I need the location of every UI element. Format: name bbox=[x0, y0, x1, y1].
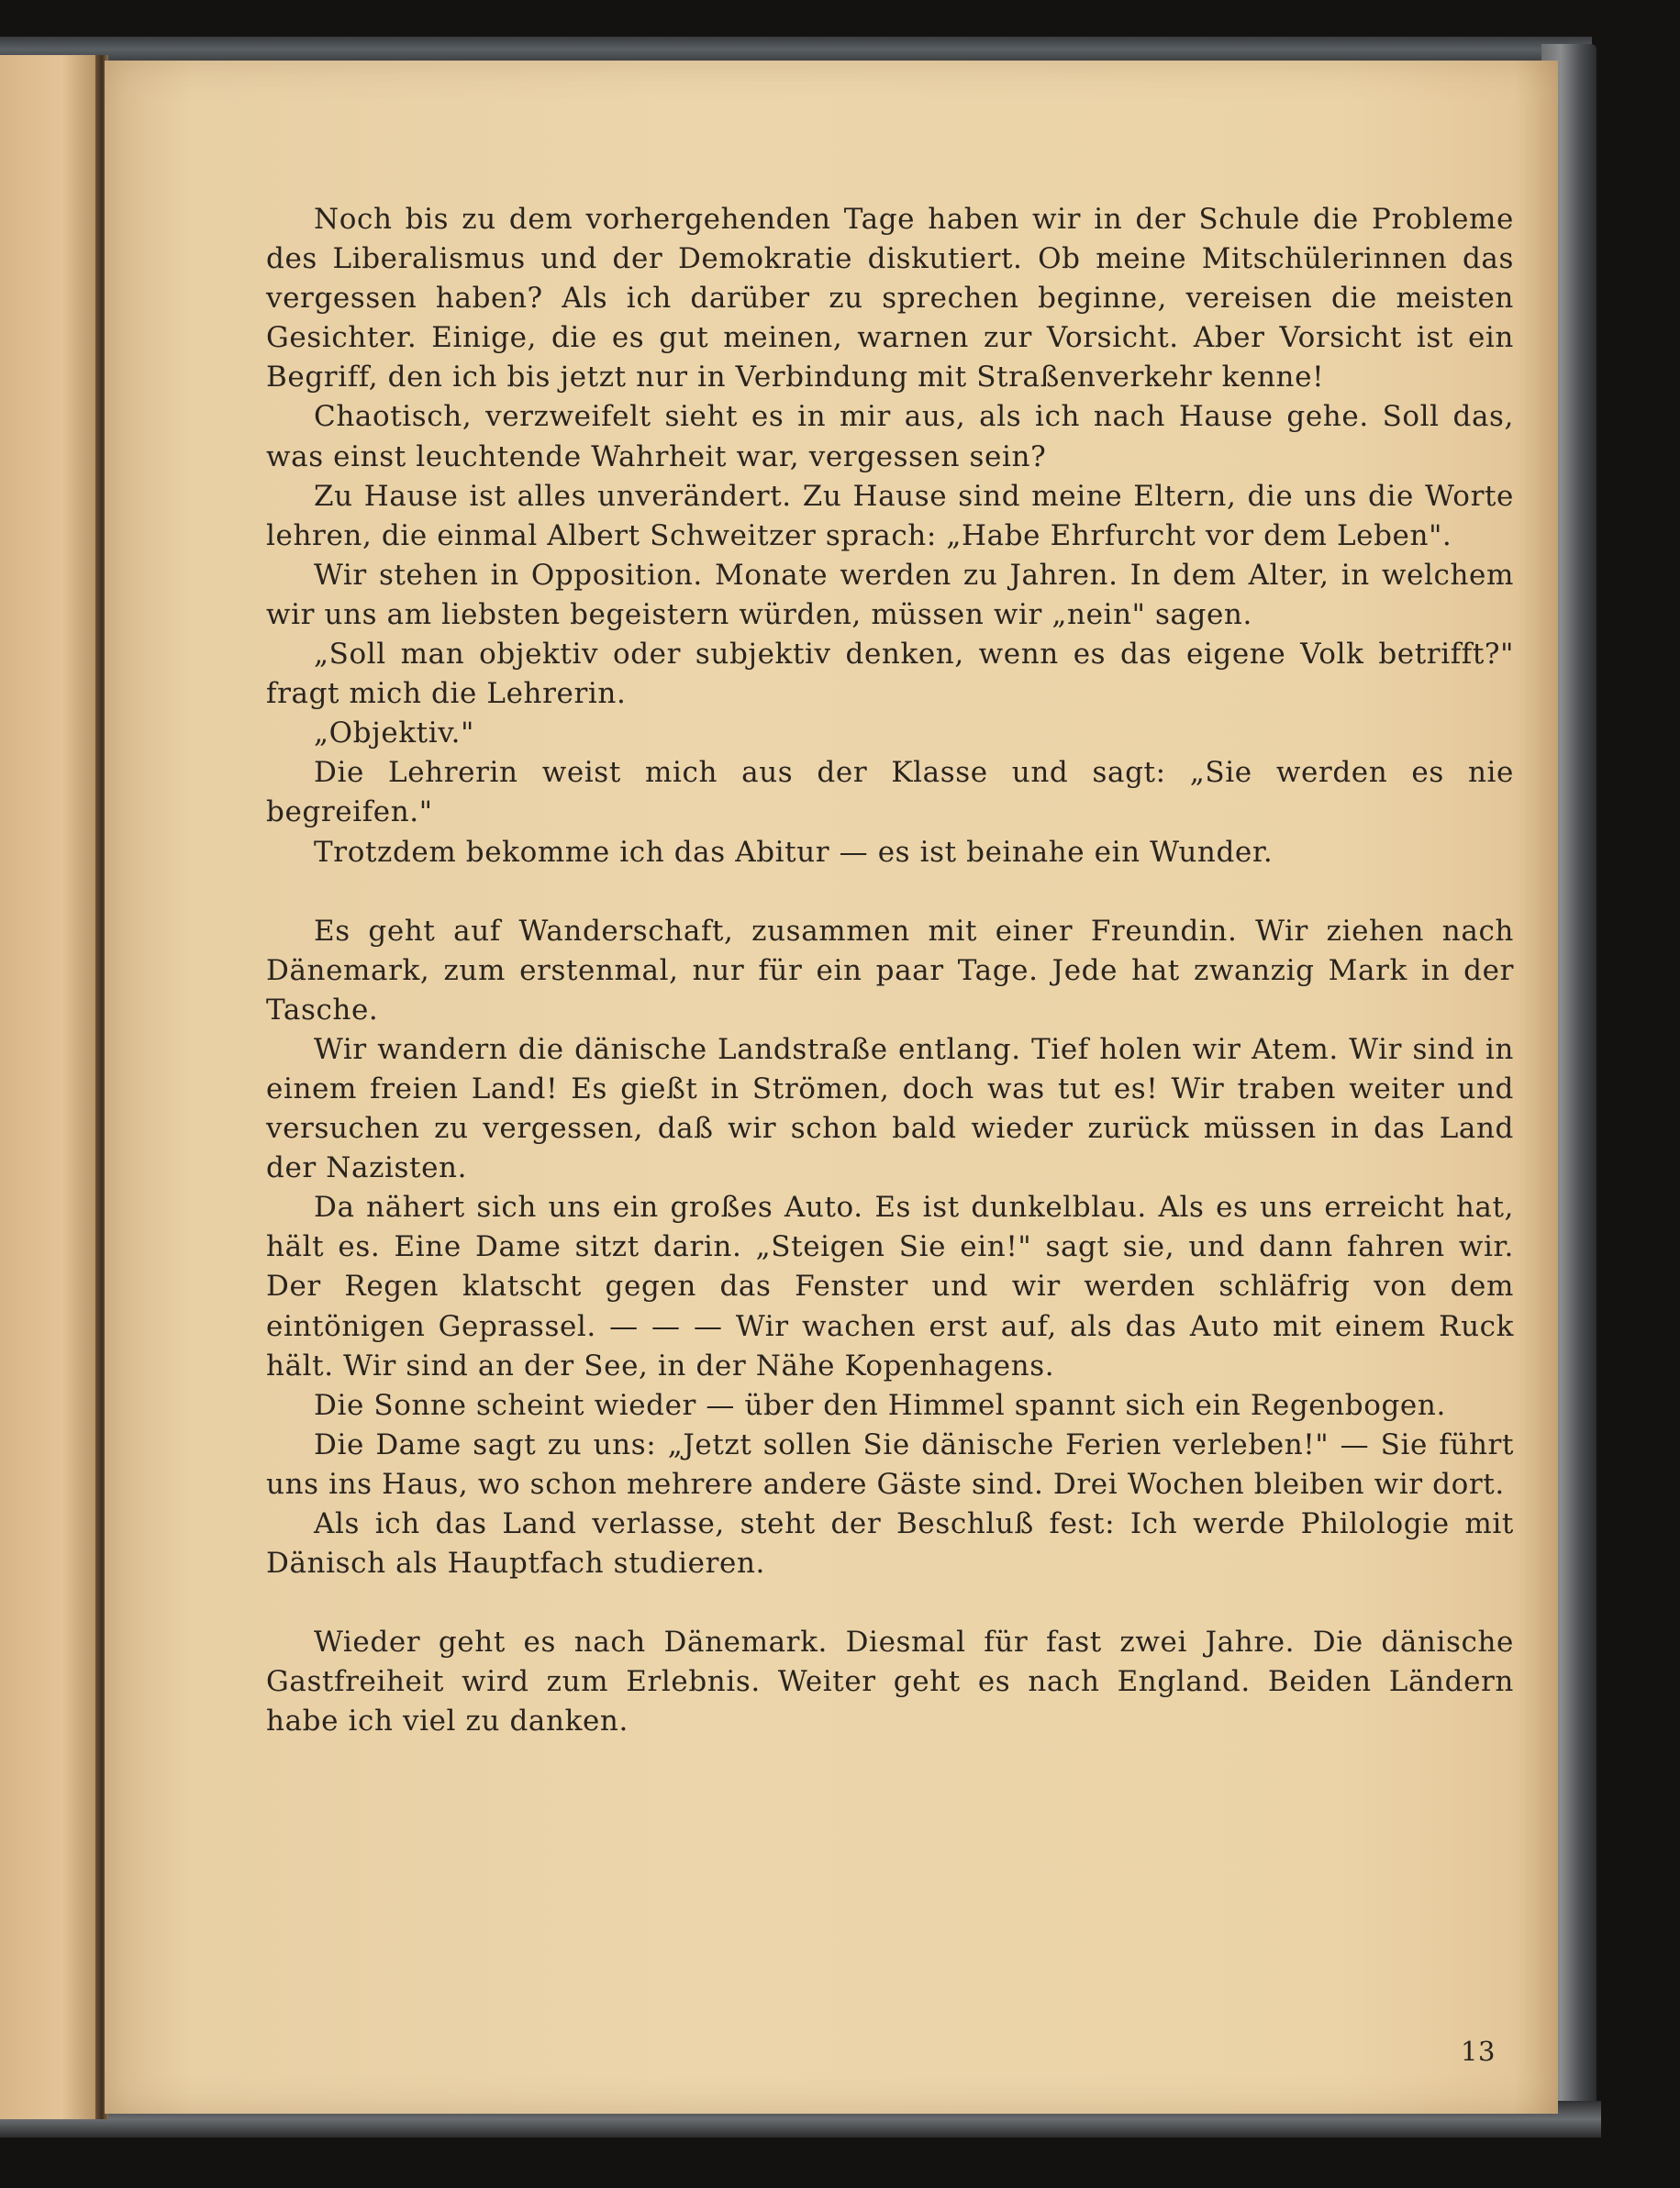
paragraph: Wieder geht es nach Dänemark. Diesmal für fast zwei Jahre. Die dänische Gastfreiheit wird zum Erlebnis. Weiter geht es nach England. Beiden Ländern habe ich viel zu danken. bbox=[266, 1626, 1514, 1738]
paragraph: Die Sonne scheint wieder — über den Himmel spannt sich ein Regenbogen. bbox=[314, 1388, 1446, 1422]
paragraph: Noch bis zu dem vorhergehenden Tage haben wir in der Schule die Probleme des Liberalismus und der Demokratie diskutiert. Ob meine Mitschülerinnen das vergessen haben? Als ich darüber zu sprechen beginne, vereisen die meisten Gesichter. Einige, die es gut meinen, warnen zur Vorsicht. Aber Vorsicht ist ein Begriff, den ich bis jetzt nur in Verbindung mit Straßenverkehr kenne! bbox=[266, 203, 1514, 394]
paragraph: Wir stehen in Opposition. Monate werden zu Jahren. In dem Alter, in welchem wir uns am liebsten begeistern würden, müssen wir „nein" sagen. bbox=[266, 558, 1514, 631]
paragraph: Wir wandern die dänische Landstraße entlang. Tief holen wir Atem. Wir sind in einem freien Land! Es gießt in Strömen, doch was tut es! Wir traben weiter und versuchen zu vergessen, daß wir schon bald wieder zurück müssen in das Land der Nazisten. bbox=[266, 1032, 1514, 1185]
paragraph: Die Lehrerin weist mich aus der Klasse und sagt: „Sie werden es nie begreifen." bbox=[266, 756, 1514, 829]
paragraph: Als ich das Land verlasse, steht der Beschluß fest: Ich werde Philologie mit Dänisch als Hauptfach studieren. bbox=[266, 1507, 1514, 1581]
paragraph: Da nähert sich uns ein großes Auto. Es ist dunkelblau. Als es uns erreicht hat, hält es. Eine Dame sitzt darin. „Steigen Sie ein!" sagt sie, und dann fahren wir. Der Regen klatscht gegen das Fenster und wir werden schläfrig von dem eintönigen Geprassel. — — — Wir wachen erst auf, als das Auto mit einem Ruck hält. Wir sind an der See, in der Nähe Kopenhagens. bbox=[266, 1191, 1514, 1383]
book-page bbox=[105, 61, 1558, 2114]
paragraph: Chaotisch, verzweifelt sieht es in mir aus, als ich nach Hause gehe. Soll das, was einst leuchtende Wahrheit war, vergessen sein? bbox=[266, 400, 1514, 473]
paragraph: Trotzdem bekomme ich das Abitur — es ist beinahe ein Wunder. bbox=[314, 835, 1274, 869]
page-number: 13 bbox=[1461, 2036, 1496, 2067]
paragraph: Zu Hause ist alles unverändert. Zu Hause sind meine Eltern, die uns die Worte lehren, die einmal Albert Schweitzer sprach: „Habe Ehrfurcht vor dem Leben". bbox=[266, 479, 1514, 552]
page-text bbox=[266, 200, 1514, 1741]
paragraph: „Soll man objektiv oder subjektiv denken, wenn es das eigene Volk betrifft?" fragt mich die Lehrerin. bbox=[266, 638, 1514, 711]
paragraph: Es geht auf Wanderschaft, zusammen mit einer Freundin. Wir ziehen nach Dänemark, zum erstenmal, nur für ein paar Tage. Jede hat zwanzig Mark in der Tasche. bbox=[266, 914, 1514, 1027]
paragraph: „Objektiv." bbox=[314, 716, 474, 750]
paragraph: Die Dame sagt zu uns: „Jetzt sollen Sie dänische Ferien verleben!" — Sie führt uns ins Haus, wo schon mehrere andere Gäste sind. Drei Wochen bleiben wir dort. bbox=[266, 1427, 1514, 1501]
left-page-edge bbox=[0, 55, 103, 2119]
